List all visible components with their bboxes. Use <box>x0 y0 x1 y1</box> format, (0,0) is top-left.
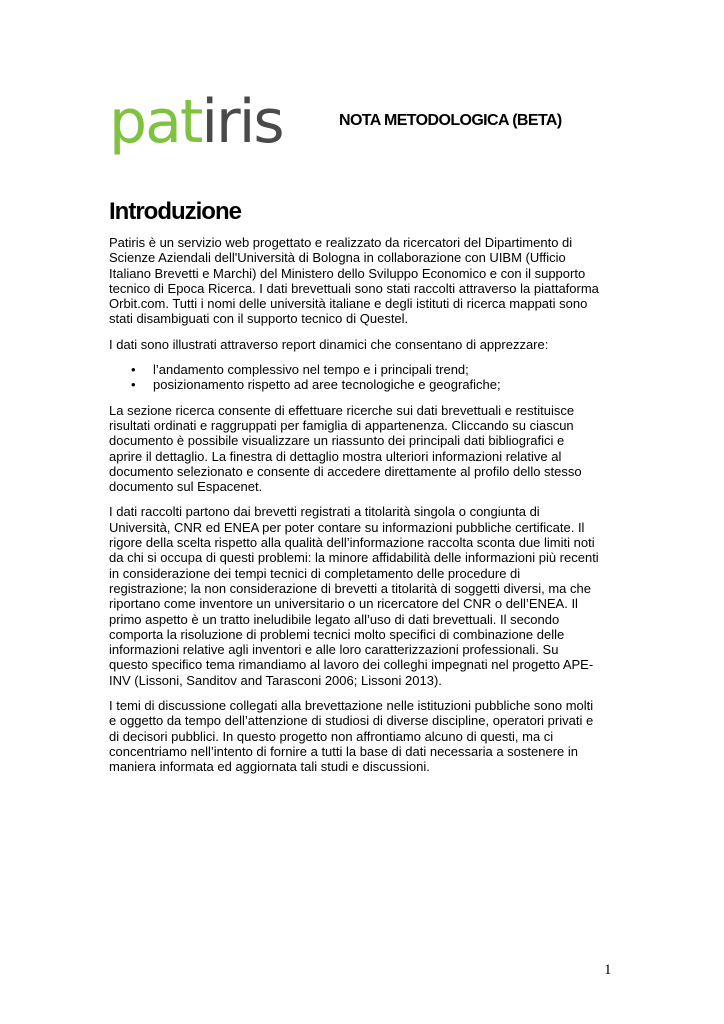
text-line: I temi di discussione collegati alla brevettazione nelle istituzioni pubbliche sono molti <box>109 698 594 714</box>
text-line: di decisori pubblici. In questo progetto non affrontiamo alcuno di questi, ma ci <box>109 728 554 744</box>
list-item: • l’andamento complessivo nel tempo e i principali trend; <box>109 362 619 377</box>
text-line: questo specifico tema rimandiamo al lavoro dei colleghi impegnati nel progetto APE- <box>109 657 594 673</box>
text-line: concentriamo nell’intento di fornire a tutti la base di dati necessaria a sostenere in <box>109 743 578 759</box>
list-item: • posizionamento rispetto ad aree tecnologiche e geografiche; <box>109 377 619 392</box>
paragraph-data-sources <box>109 504 619 688</box>
patiris-logo <box>109 87 283 157</box>
paragraph-reports <box>109 337 619 352</box>
text-line: comporta la risoluzione di problemi tecnici molto specifici di combinazione delle <box>109 626 565 642</box>
text-line: Università, CNR ed ENEA per poter contare su informazioni pubbliche certificate. Il <box>109 519 585 535</box>
text-line: rigore della scelta rispetto alla qualità dell’informazione raccolta sconta due limiti noti <box>109 535 595 551</box>
text-line: risultati ordinati e raggruppati per famiglia di appartenenza. Cliccando su ciascun <box>109 417 574 433</box>
text-line: documento selezionato e consente di accedere direttamente al profilo dello stesso <box>109 463 582 479</box>
body-text <box>109 235 619 785</box>
text-line: primo aspetto è un tratto ineludibile legato all’uso di dati brevettuali. Il secondo <box>109 611 560 627</box>
text-line: in considerazione dei tempi tecnici di completamento delle procedure di <box>109 565 521 581</box>
text-line: documento sul Espacenet. <box>109 479 263 495</box>
text-line: maniera informata ed aggiornata tali studi e discussioni. <box>109 759 430 775</box>
text-line: stati disambiguati con il supporto tecnico di Questel. <box>109 311 409 327</box>
paragraph-search <box>109 403 619 495</box>
paragraph-intro <box>109 235 619 327</box>
text-line: Italiano Brevetti e Marchi) del Ministero dello Sviluppo Economico e con il supporto <box>109 265 586 281</box>
logo-part-pat: pat <box>109 87 202 157</box>
page-number: 1 <box>604 962 612 978</box>
text-line: da chi si occupa di questi problemi: la minore affidabilità delle informazioni più recenti <box>109 550 599 566</box>
text-line: INV (Lissoni, Sanditov and Tarasconi 2006; Lissoni 2013). <box>109 672 442 688</box>
text-line: I dati sono illustrati attraverso report dinamici che consentano di apprezzare: <box>109 336 549 352</box>
text-line: Patiris è un servizio web progettato e realizzato da ricercatori del Dipartimento di <box>109 235 573 250</box>
text-line: riportano come inventore un universitario o un ricercatore del CNR o dell’ENEA. Il <box>109 596 578 612</box>
bullet-list <box>109 362 619 393</box>
text-line: documento è possibile visualizzare un riassunto dei principali dati bibliografici e <box>109 433 565 449</box>
text-line: e oggetto da tempo dell’attenzione di studiosi di diverse discipline, operatori privati e <box>109 713 594 729</box>
text-line: Scienze Aziendali dell'Università di Bologna in collaborazione con UIBM (Ufficio <box>109 250 566 266</box>
text-line: La sezione ricerca consente di effettuare ricerche sui dati brevettuali e restituisce <box>109 402 575 418</box>
text-line: tecnico di Epoca Ricerca. I dati brevettuali sono stati raccolti attraverso la piattaforma <box>109 280 599 296</box>
text-line: Orbit.com. Tutti i nomi delle università italiane e degli istituti di ricerca mappati sono <box>109 296 588 312</box>
text-line: informazioni relative agli inventori e alle loro caratterizzazioni professionali. Su <box>109 642 559 658</box>
document-heading: NOTA METODOLOGICA (BETA) <box>339 112 562 129</box>
text-line: aprire il dettaglio. La finestra di dettaglio mostra ulteriori informazioni relative al <box>109 448 562 464</box>
paragraph-discussion <box>109 698 619 774</box>
text-line: I dati raccolti partono dai brevetti registrati a titolarità singola o congiunta di <box>109 504 540 520</box>
text-line: registrazione; la non considerazione di brevetti a titolarità di soggetti diversi, ma che <box>109 580 591 596</box>
section-title: Introduzione <box>109 198 241 225</box>
logo-part-iris: iris <box>201 87 283 157</box>
